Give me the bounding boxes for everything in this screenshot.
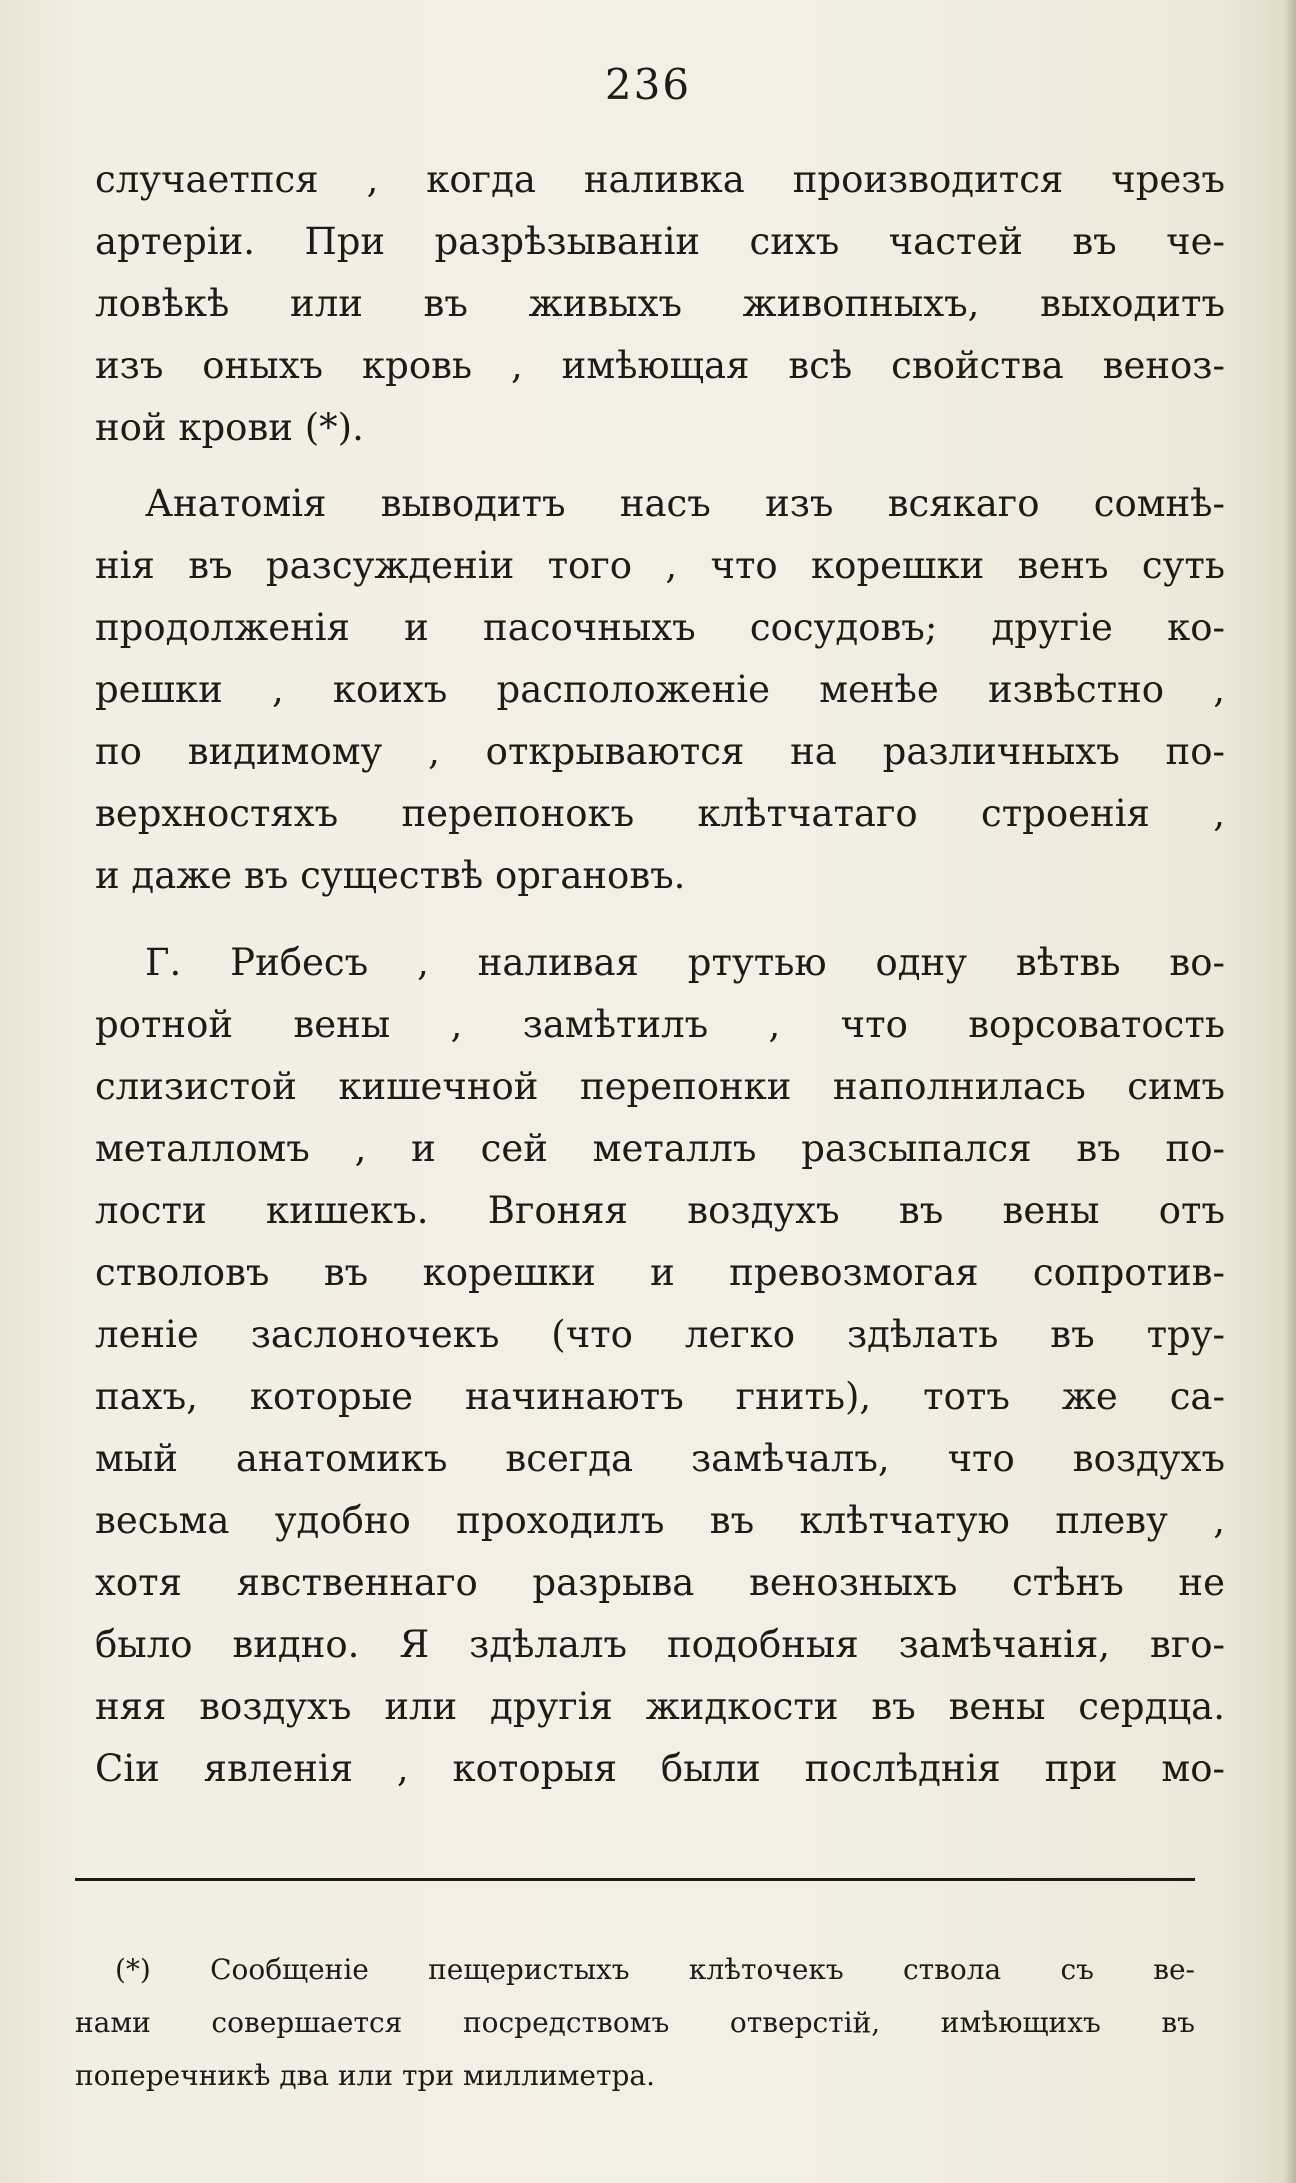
footnote-line: поперечникѣ два или три миллиметра. bbox=[75, 2059, 655, 2092]
text-line: верхностяхъ перепонокъ клѣтчатаго строенія , bbox=[95, 792, 1225, 835]
text-line: весьма удобно проходилъ въ клѣтчатую плеву , bbox=[95, 1499, 1225, 1542]
text-line: случаетпся , когда наливка производится чрезъ bbox=[95, 158, 1225, 201]
text-line: леніе заслоночекъ (что легко здѣлать въ тру- bbox=[95, 1313, 1225, 1356]
page-number: 236 bbox=[604, 60, 692, 109]
text-line: Сіи явленія , которыя были послѣднія при мо- bbox=[95, 1747, 1225, 1790]
page-edge-shadow bbox=[1284, 0, 1296, 2183]
text-line: хотя явственнаго разрыва венозныхъ стѣнъ не bbox=[95, 1561, 1225, 1604]
text-line: продолженія и пасочныхъ сосудовъ; другіе ко- bbox=[95, 606, 1225, 649]
text-line: изъ оныхъ кровь , имѣющая всѣ свойства веноз- bbox=[95, 344, 1225, 387]
text-line: и даже въ существѣ органовъ. bbox=[95, 854, 686, 897]
text-line: лости кишекъ. Вгоняя воздухъ въ вены отъ bbox=[95, 1189, 1225, 1232]
text-line: по видимому , открываются на различныхъ по- bbox=[95, 730, 1225, 773]
footnote-rule bbox=[75, 1878, 1195, 1881]
text-line: ротной вены , замѣтилъ , что ворсоватость bbox=[95, 1003, 1225, 1046]
text-line: нія въ разсужденіи того , что корешки венъ суть bbox=[95, 544, 1225, 587]
text-line: Г. Рибесъ , наливая ртутью одну вѣтвь во- bbox=[145, 941, 1225, 984]
footnote-line: (*) Сообщеніе пещеристыхъ клѣточекъ ствола съ ве- bbox=[115, 1953, 1195, 1986]
text-line: артеріи. При разрѣзываніи сихъ частей въ че- bbox=[95, 220, 1225, 263]
text-line: пахъ, которые начинаютъ гнить), тотъ же са- bbox=[95, 1375, 1225, 1418]
text-line: няя воздухъ или другія жидкости въ вены сердца. bbox=[95, 1685, 1225, 1728]
text-line: стволовъ въ корешки и превозмогая сопротив- bbox=[95, 1251, 1225, 1294]
text-line: решки , коихъ расположеніе менѣе извѣстно , bbox=[95, 668, 1225, 711]
text-line: ной крови (*). bbox=[95, 406, 364, 449]
text-line: металломъ , и сей металлъ разсыпался въ по- bbox=[95, 1127, 1225, 1170]
footnote-line: нами совершается посредствомъ отверстій, имѣющихъ въ bbox=[75, 2006, 1195, 2039]
text-line: слизистой кишечной перепонки наполнилась симъ bbox=[95, 1065, 1225, 1108]
text-line: было видно. Я здѣлалъ подобныя замѣчанія, вго- bbox=[95, 1623, 1225, 1666]
text-line: мый анатомикъ всегда замѣчалъ, что воздухъ bbox=[95, 1437, 1225, 1480]
text-line: ловѣкѣ или въ живыхъ живопныхъ, выходитъ bbox=[95, 282, 1225, 325]
text-line: Анатомія выводитъ насъ изъ всякаго сомнѣ- bbox=[145, 482, 1225, 525]
